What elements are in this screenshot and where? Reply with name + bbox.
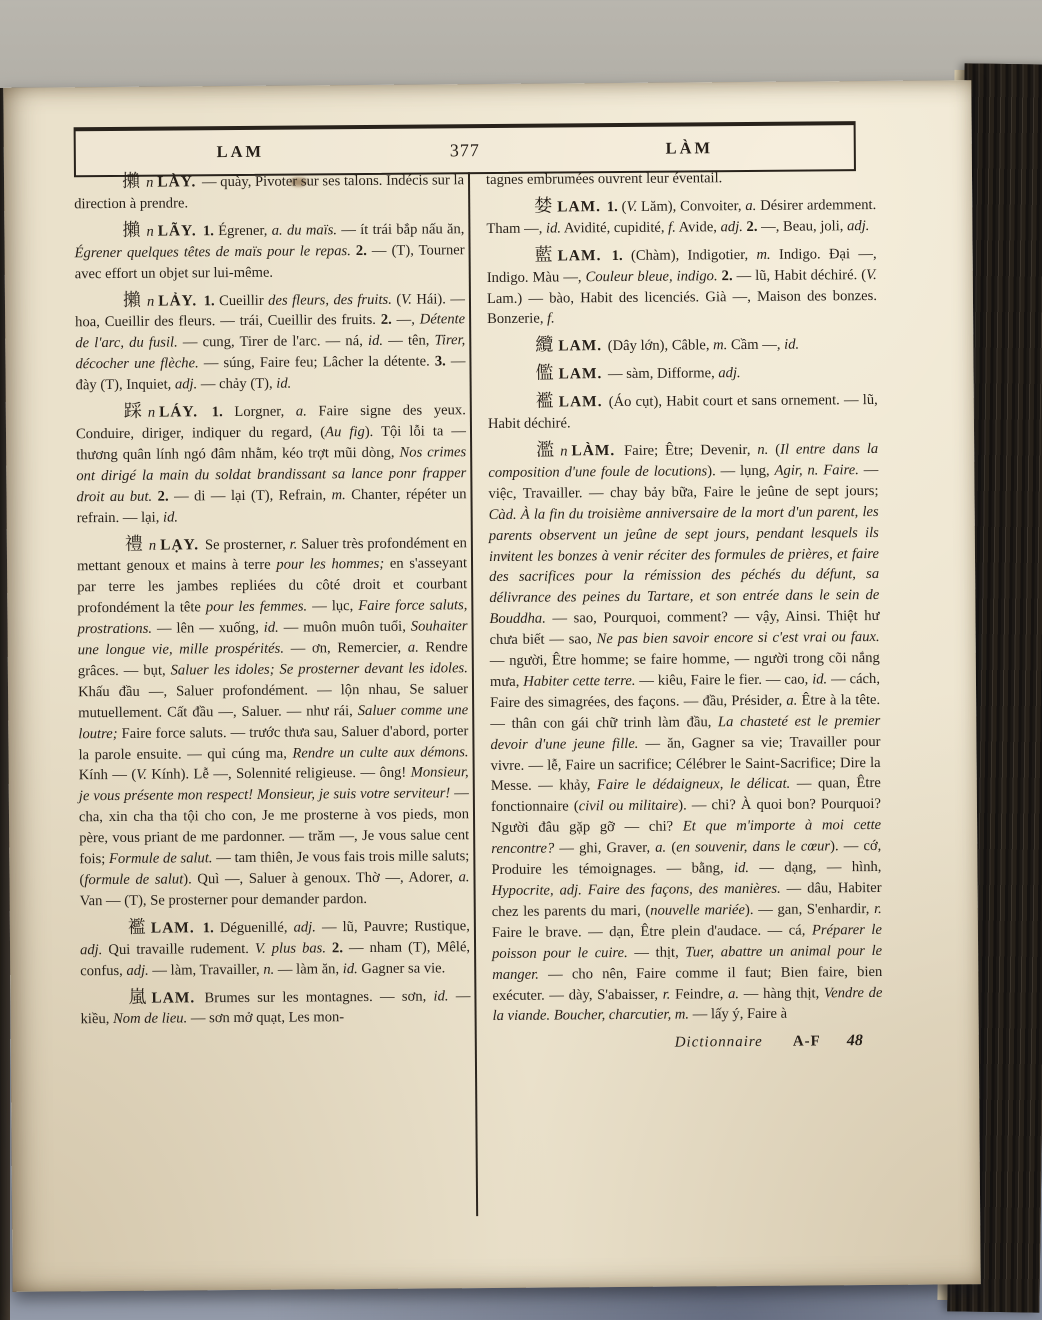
dictionary-entry: 儖 LAM. — sàm, Difforme, adj. (535, 362, 741, 383)
dictionary-entry: 攋 n LÀY. — quày, Pivoter sur ses talons. Indécis sur la direction à prendre. (74, 170, 465, 213)
dictionary-entry: 攋 n LÃY. 1. Égrener, a. du maïs. — ít trái bắp nấu ăn, Égrener quelques têtes de maïs pour le repas. 2. — (T), Tourner avec effort un objet sur lui-même. (74, 219, 465, 282)
dictionary-entry: 襤 LAM. (Áo cụt), Habit court et sans ornement. — lũ, Habit déchiré. (487, 390, 878, 433)
dictionary-page (3, 80, 980, 1292)
page-number: 377 (449, 139, 480, 160)
column-divider (468, 172, 478, 1216)
dictionary-entry: 婪 LAM. 1. (V. Lăm), Convoiter, a. Désirer ardemment. Tham —, id. Avidité, cupidité, f. Avide, adj. 2. —, Beau, joli, adj. (486, 195, 877, 237)
right-column-entries (486, 167, 883, 1027)
footer-book-title: Dictionnaire (674, 1034, 763, 1051)
footer-signature-number: 48 (846, 1032, 863, 1050)
running-head-left: LAM (216, 141, 265, 162)
dictionary-entry: 藍 LAM. 1. (Chàm), Indigotier, m. Indigo. Đại —, Indigo. Màu —, Couleur bleue, indigo. 2. — lũ, Habit déchiré. (V. Lam.) — bào, Habit des licenciés. Già —, Maison des bonzes. Bonzerie, f. (486, 244, 878, 328)
dictionary-entry: 濫 n LÀM. Faire; Être; Devenir, n. (Il entre dans la composition d'une foule de locutions). — lụng, Agir, n. Faire. — việc, Travailler. — chay bảy bữa, Faire le jeûne de sept jours; Càd. À la fin du troisième anniversaire de la mort d'un parent, les parents observent un jeûne de sept jours, pendant lesquels ils invitent les bonzes à venir réciter des formules de prières, et faire des sacrifices pour la rémission des péchés du défunt, sa délivrance des peines du Tartare, et son entrée dans le sein de Bouddha. — sao, Pourquoi, comment? — vậy, Ainsi. Thiệt hư chưa biết — sao, Ne pas bien savoir encore si c'est vrai ou faux. — người, Être homme; se faire homme, — người trong cõi nắng mưa, Habiter cette terre. — kiêu, Faire le fier. — cao, id. — cách, Faire des simagrées, des façons. — đầu, Présider, a. Être à la tête. — thân con gái chữ trinh làm đầu, La chasteté est le premier devoir d'une jeune fille. — ăn, Gagner sa vie; Travailler pour vivre. — lễ, Faire un sacrifice; Célébrer le Saint-Sacrifice; Dire la Messe. — khảy, Faire le dédaigneux, le délicat. — quan, Être fonctionnaire (civil ou militaire). — chi? À quoi bon? Pourquoi? Người đâu gặp gỡ — chi? Et que m'importe à moi cette rencontre? — ghi, Graver, a. (en souvenir, dans le cœur). — cớ, Produire les témoignages. — bằng, id. — dạng, — hình, Hypocrite, adj. Faire des façons, des manières. — dâu, Habiter chez les parents du mari, (nouvelle mariée). — gan, S'enhardir, r. Faire le brave. — dạn, Être plein d'audace. — cá, Préparer le poisson pour le cuire. — thịt, Tuer, abattre un animal pour le manger. — cho nên, Faire comme il faut; Bien faire, bien exécuter. — dày, S'abaisser, r. Feindre, a. — hàng thịt, Vendre de la viande. Boucher, charcutier, m. — lấy ý, Faire à (488, 439, 883, 1025)
right-column (486, 167, 883, 1055)
dictionary-entry: 禮 n LẠY. Se prosterner, r. Saluer très profondément en mettant genoux et mains à terre pour les hommes; en s'asseyant par terre les jambes repliées du côté droit et courbant profondément la tête pour les femmes. — lục, Faire force saluts, prostrations. — lên — xuống, id. — muôn muôn tuổi, Souhaiter une longue vie, mille prospérités. — ơn, Remercier, a. Rendre grâces. — bụt, Saluer les idoles; Se prosterner devant les idoles. Khấu đầu —, Saluer profondément. — lộn nhau, Se saluer mutuellement. Cất đầu —, Saluer. — như rái, Saluer comme une loutre; Faire force saluts. — trước thưa sau, Saluer d'abord, porter la parole ensuite. — quỉ cúng ma, Rendre un culte aux démons. Kính — (V. Kính). Lễ —, Solennité religieuse. — ông! Monsieur, je vous présente mon respect! Monsieur, je suis votre serviteur! — cha, xin cha tha tội cho con, Je me prosterne à vos pieds, mon père, vous priant de me pardonner. — trăm —, Je vous salue cent fois; Formule de salut. — tam thiên, Je vous fais trois mille saluts; (formule de salut). Quì —, Saluer à genoux. Thờ —, Adorer, a. Van — (T), Se prosterner pour demander pardon. (76, 533, 470, 910)
footer-volume-range: A-F (792, 1033, 821, 1050)
dictionary-entry: 踩 n LÁY. 1. Lorgner, a. Faire signe des yeux. Conduire, diriger, indiquer du regard, (Au fig). Tội lỗi ta — thương quân lính ngó đâm nhằm, kéo trợt mũi dòng, Nos crimes ont dirigé la main du soldat brandissant sa lance ponr frapper droit au but. 2. — di — lại (T), Refrain, m. Chanter, répéter un refrain. — lại, id. (75, 400, 467, 526)
running-head-right: LÀM (665, 138, 714, 158)
printer-footer (493, 1031, 883, 1055)
left-column (74, 170, 471, 1037)
dictionary-entry: 纜 LAM. (Dây lớn), Câble, m. Cầm —, id. (535, 334, 800, 355)
dictionary-entry: tagnes embrumées ouvrent leur éventail. (485, 170, 723, 189)
dictionary-entry: 襤 LAM. 1. Déguenillé, adj. — lũ, Pauvre; Rustique, adj. Qui travaille rudement. V. plus bas. 2. — nham (T), Mêlé, confus, adj. — làm, Travailler, n. — làm ăn, id. Gagner sa vie. (79, 916, 471, 979)
dictionary-entry: 攋 n LẢY. 1. Cueillir des fleurs, des fruits. (V. Hái). — hoa, Cueillir des fleurs. — trái, Cueillir des fruits. 2. —, Détente de l'arc, du fusil. — cung, Tirer de l'arc. — ná, id. — tên, Tirer, décocher une flèche. — súng, Faire feu; Lâcher la détente. 3. — đày (T), Inquiet, adj. — chảy (T), id. (75, 289, 466, 394)
dictionary-entry: 嵐 LAM. Brumes sur les montagnes. — sơn, id. — kiều, Nom de lieu. — sơn mở quạt, Les mon- (80, 986, 471, 1028)
